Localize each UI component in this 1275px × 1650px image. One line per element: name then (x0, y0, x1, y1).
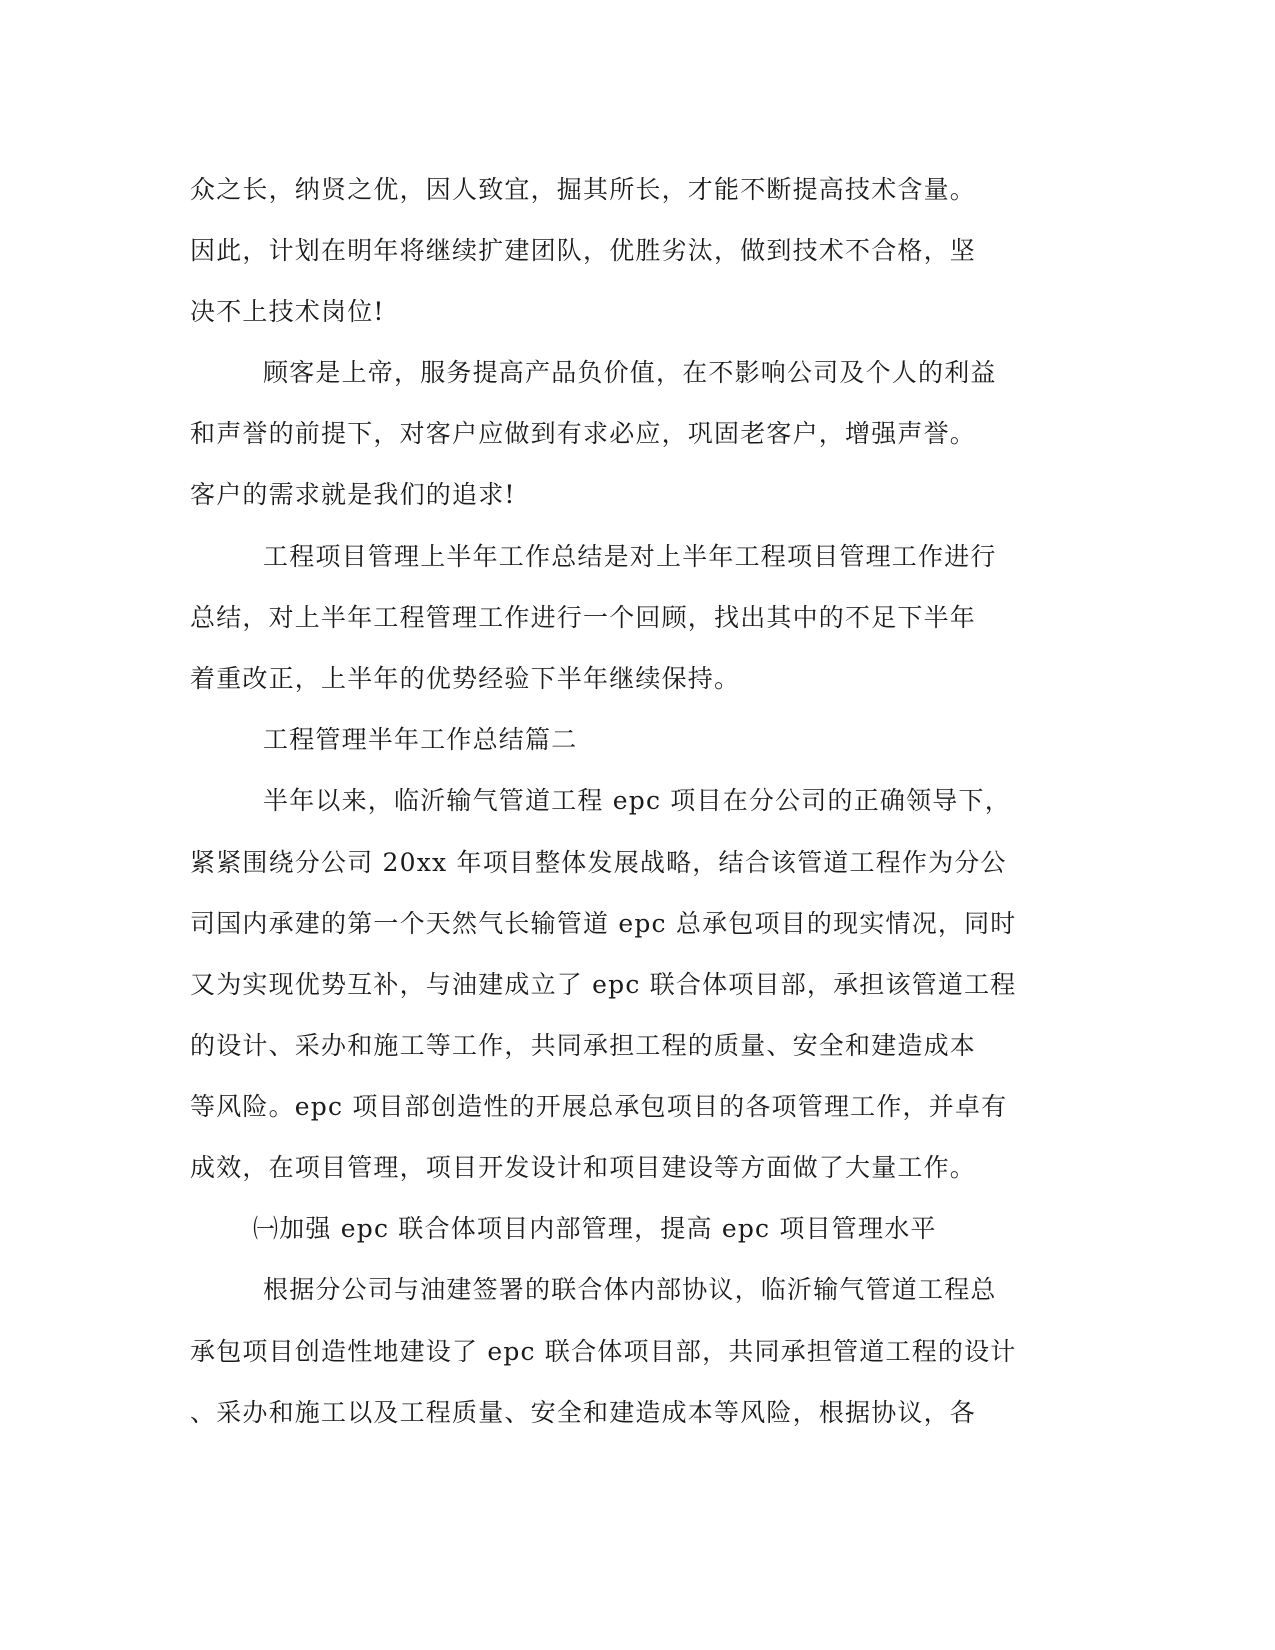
text-line: 和声誉的前提下，对客户应做到有求必应，巩固老客户，增强声誉。 (190, 419, 977, 448)
paragraph-first-line: 工程项目管理上半年工作总结是对上半年工程项目管理工作进行 (263, 542, 997, 571)
text-line: 总结，对上半年工程管理工作进行一个回顾，找出其中的不足下半年 (190, 603, 977, 632)
text-line: 着重改正，上半年的优势经验下半年继续保持。 (190, 664, 741, 693)
text-line: 决不上技术岗位! (190, 297, 385, 326)
section-heading: 工程管理半年工作总结篇二 (263, 725, 578, 754)
text-line: 又为实现优势互补，与油建成立了 epc 联合体项目部，承担该管道工程 (190, 970, 1017, 999)
text-line: 司国内承建的第一个天然气长输管道 epc 总承包项目的现实情况，同时 (190, 909, 1017, 938)
text-line: 成效，在项目管理，项目开发设计和项目建设等方面做了大量工作。 (190, 1153, 977, 1182)
text-line: 众之长，纳贤之优，因人致宜，掘其所长，才能不断提高技术含量。 (190, 175, 977, 204)
subsection-heading: ㈠加强 epc 联合体项目内部管理，提高 epc 项目管理水平 (253, 1214, 937, 1243)
paragraph-first-line: 半年以来，临沂输气管道工程 epc 项目在分公司的正确领导下， (263, 786, 1011, 815)
text-line: 的设计、采办和施工等工作，共同承担工程的质量、安全和建造成本 (190, 1031, 977, 1060)
text-line: 客户的需求就是我们的追求! (190, 480, 516, 509)
text-line: 因此，计划在明年将继续扩建团队，优胜劣汰，做到技术不合格，坚 (190, 236, 977, 265)
text-line: 紧紧围绕分公司 20xx 年项目整体发展战略，结合该管道工程作为分公 (190, 848, 1007, 877)
paragraph-first-line: 顾客是上帝，服务提高产品负价值，在不影响公司及个人的利益 (263, 358, 997, 387)
text-line: 承包项目创造性地建设了 epc 联合体项目部，共同承担管道工程的设计 (190, 1337, 1017, 1366)
paragraph-first-line: 根据分公司与油建签署的联合体内部协议，临沂输气管道工程总 (263, 1275, 997, 1304)
text-line: 等风险。epc 项目部创造性的开展总承包项目的各项管理工作，并卓有 (190, 1092, 1008, 1121)
text-line: 、采办和施工以及工程质量、安全和建造成本等风险，根据协议，各 (190, 1398, 977, 1427)
